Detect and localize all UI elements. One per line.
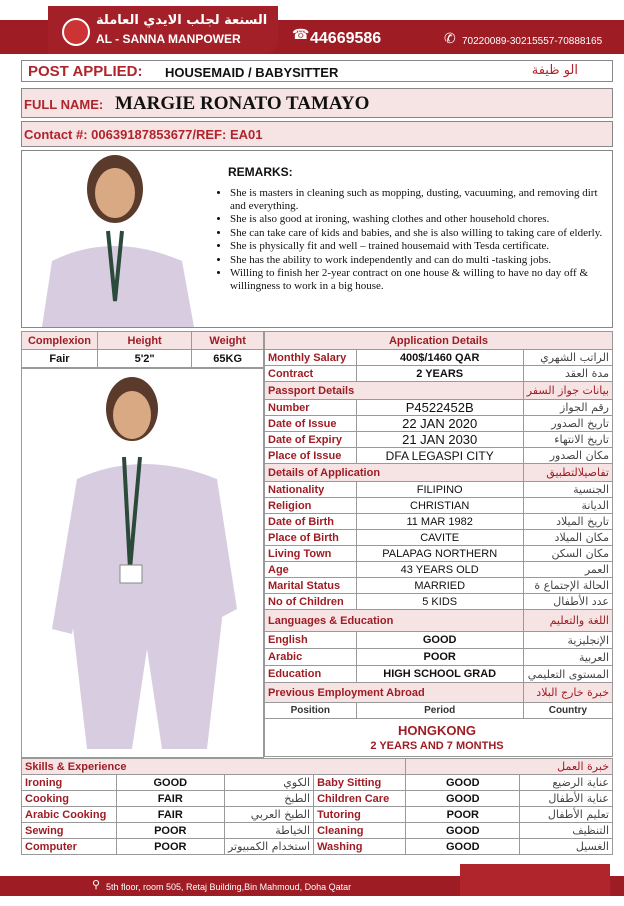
footer-address: 5th floor, room 505, Retaj Building,Bin Mahmoud, Doha Qatar	[106, 882, 352, 892]
post-arabic: الو ظيفة	[531, 63, 578, 78]
remarks-title: REMARKS:	[228, 165, 293, 179]
position-header: Position	[265, 703, 357, 719]
children-value: 5 KIDS	[356, 594, 523, 610]
education-arabic: المستوى التعليمي	[523, 666, 612, 683]
location-pin-icon: ⚲	[92, 879, 101, 891]
education-value: HIGH SCHOOL GRAD	[356, 666, 523, 683]
remarks-list	[202, 187, 610, 293]
height-header: Height	[97, 332, 191, 350]
skill-arabic: تعليم الأطفال	[520, 807, 613, 823]
weight-header: Weight	[192, 332, 264, 350]
skills-table	[21, 758, 613, 855]
dob-arabic: تاريخ الميلاد	[523, 514, 612, 530]
phone-number: 44669586	[310, 30, 382, 47]
full-name-row	[21, 88, 613, 118]
birthplace-label: Place of Birth	[265, 530, 357, 546]
contract-arabic: مدة العقد	[523, 366, 612, 382]
full-name-label: FULL NAME:	[24, 97, 104, 112]
skill-value: POOR	[116, 823, 224, 839]
dob-label: Date of Birth	[265, 514, 357, 530]
religion-value: CHRISTIAN	[356, 498, 523, 514]
skill-value: GOOD	[406, 839, 520, 855]
skill-label: Ironing	[22, 775, 117, 791]
skill-label: Baby Sitting	[314, 775, 406, 791]
skills-title-arabic: خبرة العمل	[406, 759, 613, 775]
post-value: HOUSEMAID / BABYSITTER	[165, 65, 339, 80]
skill-arabic: الغسيل	[520, 839, 613, 855]
arabic-label: Arabic	[265, 649, 357, 666]
english-value: GOOD	[356, 632, 523, 649]
post-label: POST APPLIED:	[28, 63, 143, 80]
application-title: Application Details	[265, 332, 613, 350]
education-label: Education	[265, 666, 357, 683]
skill-arabic: التنظيف	[520, 823, 613, 839]
languages-title: Languages & Education	[265, 610, 524, 632]
salary-label: Monthly Salary	[265, 350, 357, 366]
marital-status-arabic: الحالة الإجتماع ة	[523, 578, 612, 594]
contract-value: 2 YEARS	[356, 366, 523, 382]
english-label: English	[265, 632, 357, 649]
living-town-value: PALAPAG NORTHERN	[356, 546, 523, 562]
english-arabic: الإنجليزية	[523, 632, 612, 649]
nationality-value: FILIPINO	[356, 482, 523, 498]
full-name-value: MARGIE RONATO TAMAYO	[115, 93, 370, 114]
country-header: Country	[523, 703, 612, 719]
company-name-arabic: السنعة لجلب الايدي العاملة	[96, 13, 268, 28]
skill-value: GOOD	[406, 823, 520, 839]
birthplace-value: CAVITE	[356, 530, 523, 546]
remark-item: • She is masters in cleaning such as mopping, dusting, vacuuming, and removing dirt and everything.	[230, 187, 610, 212]
period-header: Period	[356, 703, 523, 719]
complexion-header: Complexion	[22, 332, 98, 350]
issue-place-value: DFA LEGASPI CITY	[356, 448, 523, 464]
skill-value: FAIR	[116, 791, 224, 807]
skill-label: Cleaning	[314, 823, 406, 839]
headshot-photo	[22, 151, 204, 327]
skill-arabic: عناية الأطفال	[520, 791, 613, 807]
skill-label: Cooking	[22, 791, 117, 807]
skill-value: POOR	[406, 807, 520, 823]
details-title: Details of Application	[265, 464, 524, 482]
employment-title: Previous Employment Abroad	[265, 683, 524, 703]
phone-icon: ☎	[292, 26, 310, 42]
mobile-icon: ✆	[444, 30, 456, 46]
employment-period: 2 YEARS AND 7 MONTHS	[370, 740, 504, 752]
remark-item: • She is also good at ironing, washing clothes and other household chores.	[230, 213, 610, 226]
skill-value: FAIR	[116, 807, 224, 823]
children-label: No of Children	[265, 594, 357, 610]
application-table	[264, 331, 613, 757]
arabic-arabic: العربية	[523, 649, 612, 666]
footer	[0, 864, 624, 906]
passport-number-arabic: رقم الجواز	[523, 400, 612, 416]
passport-number-label: Number	[265, 400, 357, 416]
skill-arabic: الطبخ العربي	[224, 807, 313, 823]
salary-value: 400$/1460 QAR	[356, 350, 523, 366]
skill-label: Sewing	[22, 823, 117, 839]
weight-value: 65KG	[192, 350, 264, 368]
age-value: 43 YEARS OLD	[356, 562, 523, 578]
nationality-arabic: الجنسية	[523, 482, 612, 498]
age-arabic: العمر	[523, 562, 612, 578]
expiry-date-value: 21 JAN 2030	[356, 432, 523, 448]
remark-item: • She can take care of kids and babies, and she is also willing to taking care of elderly.	[230, 227, 610, 240]
issue-date-value: 22 JAN 2020	[356, 416, 523, 432]
skill-arabic: الطبخ	[224, 791, 313, 807]
employment-country: HONGKONG	[398, 723, 476, 738]
mobile-numbers: 70220089-30215557-70888165	[462, 36, 603, 47]
remark-item: • She has the ability to work independently and can do multi -tasking jobs.	[230, 254, 610, 267]
full-body-photo	[21, 368, 264, 758]
issue-date-arabic: تاريخ الصدور	[523, 416, 612, 432]
skill-value: GOOD	[406, 791, 520, 807]
living-town-arabic: مكان السكن	[523, 546, 612, 562]
passport-title: Passport Details	[265, 382, 524, 400]
skill-arabic: عناية الرضيع	[520, 775, 613, 791]
remark-item: • She is physically fit and well – trained housemaid with Tesda certificate.	[230, 240, 610, 253]
salary-arabic: الراتب الشهري	[523, 350, 612, 366]
physical-table	[21, 331, 264, 368]
contact-text: Contact #: 00639187853677/REF: EA01	[24, 127, 263, 142]
living-town-label: Living Town	[265, 546, 357, 562]
issue-place-label: Place of Issue	[265, 448, 357, 464]
skill-arabic: الكوي	[224, 775, 313, 791]
complexion-value: Fair	[22, 350, 98, 368]
passport-number-value: P4522452B	[356, 400, 523, 416]
expiry-date-label: Date of Expiry	[265, 432, 357, 448]
skill-label: Tutoring	[314, 807, 406, 823]
letterhead	[0, 0, 624, 58]
skill-label: Washing	[314, 839, 406, 855]
languages-title-arabic: اللغة والتعليم	[523, 610, 612, 632]
company-logo-icon	[62, 18, 90, 46]
nationality-label: Nationality	[265, 482, 357, 498]
marital-status-value: MARRIED	[356, 578, 523, 594]
issue-place-arabic: مكان الصدور	[523, 448, 612, 464]
passport-title-arabic: بيانات جواز السفر	[523, 382, 612, 400]
expiry-date-arabic: تاريخ الانتهاء	[523, 432, 612, 448]
skill-label: Computer	[22, 839, 117, 855]
marital-status-label: Marital Status	[265, 578, 357, 594]
religion-arabic: الديانة	[523, 498, 612, 514]
issue-date-label: Date of Issue	[265, 416, 357, 432]
skill-arabic: استخدام الكمبيوتر	[224, 839, 313, 855]
photo-remarks-section	[21, 150, 613, 328]
contact-row	[21, 121, 613, 147]
arabic-value: POOR	[356, 649, 523, 666]
skill-label: Arabic Cooking	[22, 807, 117, 823]
remark-item: • Willing to finish her 2-year contract on one house & willing to have no day off & willingness to work in a big house.	[230, 267, 610, 292]
children-arabic: عدد الأطفال	[523, 594, 612, 610]
age-label: Age	[265, 562, 357, 578]
religion-label: Religion	[265, 498, 357, 514]
skill-value: POOR	[116, 839, 224, 855]
height-value: 5'2"	[97, 350, 191, 368]
birthplace-arabic: مكان الميلاد	[523, 530, 612, 546]
employment-title-arabic: خبرة خارج البلاد	[523, 683, 612, 703]
company-name: AL - SANNA MANPOWER	[96, 32, 241, 46]
dob-value: 11 MAR 1982	[356, 514, 523, 530]
skill-value: GOOD	[116, 775, 224, 791]
contract-label: Contract	[265, 366, 357, 382]
skill-arabic: الخياطة	[224, 823, 313, 839]
post-applied-row	[21, 60, 613, 82]
skills-title: Skills & Experience	[22, 759, 406, 775]
skill-label: Children Care	[314, 791, 406, 807]
details-title-arabic: تفاصيلالتطبيق	[523, 464, 612, 482]
skill-value: GOOD	[406, 775, 520, 791]
